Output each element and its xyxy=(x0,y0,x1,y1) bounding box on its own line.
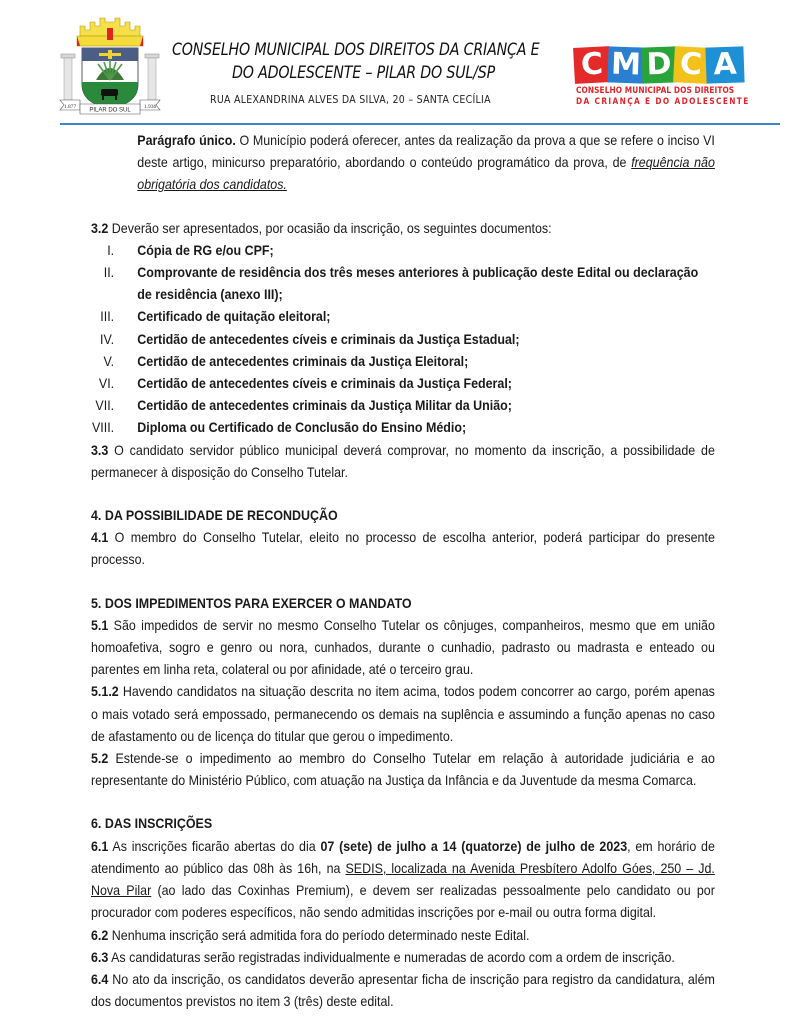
header-divider xyxy=(60,123,780,125)
logo-letter-c: C xyxy=(573,46,611,84)
list-item-text: Certificado de quitação eleitoral; xyxy=(137,308,331,325)
crest-year-right: 1.936 xyxy=(143,104,157,110)
logo-subtitle-line2: DA CRIANÇA E DO ADOLESCENTE xyxy=(576,96,750,107)
list-item-number: III. xyxy=(100,308,115,325)
clause-4-1 xyxy=(91,526,715,570)
clause-text: O membro do Conselho Tutelar, eleito no processo de escolha anterior, poderá participar do presente processo. xyxy=(91,529,715,568)
council-address: RUA ALEXANDRINA ALVES DA SILVA, 20 – SANTA CECÍLIA xyxy=(210,94,491,106)
list-item xyxy=(91,328,715,350)
list-item xyxy=(91,239,715,261)
clause-number: 6.4 xyxy=(91,970,109,987)
clause-text: Nenhuma inscrição será admitida fora do período determinado neste Edital. xyxy=(108,926,530,943)
paragrafo-unico-text: O Município poderá oferecer, antes da realização da prova a que se refere o inciso VI deste artigo, minicurso preparatório, abordando o conteúdo programático da prova, de xyxy=(137,132,715,171)
council-title-line2: DO ADOLESCENTE – PILAR DO SUL/SP xyxy=(232,63,495,82)
logo-letter-a: A xyxy=(705,46,744,83)
paragrafo-unico-label: Parágrafo único. xyxy=(137,132,236,148)
clause-number: 5.1 xyxy=(91,616,109,633)
clause-5-2 xyxy=(91,747,715,791)
clause-6-2 xyxy=(91,924,715,946)
clause-number: 3.3 xyxy=(91,441,109,458)
list-item-number: VII. xyxy=(95,397,115,414)
list-item xyxy=(91,394,715,416)
list-item-number: VI. xyxy=(98,375,115,392)
clause-number: 3.2 xyxy=(91,219,109,236)
cmdca-logo xyxy=(574,45,750,111)
registration-location: SEDIS, localizada na Avenida Presbítero Adolfo Góes, 250 – Jd. Nova Pilar xyxy=(91,859,715,899)
list-item xyxy=(91,416,715,438)
list-item-text: Diploma ou Certificado de Conclusão do Ensino Médio; xyxy=(137,419,467,436)
clause-text: No ato da inscrição, os candidatos deverão apresentar ficha de inscrição para registro da candidatura, além dos documentos previstos no item 3 (três) deste edital. xyxy=(91,970,715,1010)
clause-3-3 xyxy=(91,439,715,483)
list-item-text: Certidão de antecedentes criminais da Justiça Militar da União; xyxy=(137,397,512,414)
clause-text: As inscrições ficarão abertas do dia xyxy=(108,837,321,854)
logo-subtitle-line1: CONSELHO MUNICIPAL DOS DIREITOS xyxy=(576,86,735,96)
list-item-number: II. xyxy=(103,264,115,281)
logo-letter-c2: C xyxy=(673,46,709,84)
clause-number: 5.2 xyxy=(91,750,109,767)
clause-text: O candidato servidor público municipal deverá comprovar, no momento da inscrição, a possibilidade de permanecer à disposição do Conselho Tutelar. xyxy=(91,441,715,480)
paragrafo-unico xyxy=(91,129,715,196)
clause-text: Estende-se o impedimento ao membro do Conselho Tutelar em relação à autoridade judiciária e ao representante do Ministério Público, com atuação na Justiça da Infância e da Juventude da mesma Comarca. xyxy=(91,750,715,789)
clause-text: São impedidos de servir no mesmo Conselho Tutelar os cônjuges, companheiros, mesmo que em união homoafetiva, sogro e genro ou nora, cunhados, durante o cunhadio, padrasto ou madrasta e enteado ou parentes em linha reta, colateral ou por afinidade, até o terceiro grau. xyxy=(91,616,715,678)
clause-5-1-2 xyxy=(91,680,715,747)
clause-3-2 xyxy=(91,217,715,239)
crest-year-left: 1.877 xyxy=(63,104,77,110)
list-item xyxy=(91,372,715,394)
list-item-number: IV. xyxy=(100,330,115,347)
clause-number: 4.1 xyxy=(91,529,109,546)
municipal-crest-icon xyxy=(58,12,162,116)
list-item-number: I. xyxy=(107,241,115,258)
list-item-number: V. xyxy=(103,352,115,369)
cmdca-logo-letters xyxy=(574,45,746,85)
required-documents-list xyxy=(91,239,715,439)
clause-text: As candidaturas serão registradas individualmente e numeradas de acordo com a ordem de inscrição. xyxy=(108,948,675,965)
list-item xyxy=(91,305,715,327)
clause-5-1 xyxy=(91,614,715,681)
document-body xyxy=(91,127,715,1012)
council-title-line1: CONSELHO MUNICIPAL DOS DIREITOS DA CRIANÇA E xyxy=(172,40,540,59)
clause-text: , em horário de atendimento ao público das 08h às 16h, na xyxy=(91,837,715,876)
list-item-text: Cópia de RG e/ou CPF; xyxy=(137,241,274,258)
cmdca-logo-subtitle xyxy=(576,86,750,107)
clause-text: Havendo candidatos na situação descrita no item acima, todos podem concorrer ao cargo, porém apenas o mais votado será empossado, permanecendo os demais na suplência e assumindo a função apenas no caso de afastamento ou de licença do titular que gerou o impedimento. xyxy=(91,683,715,744)
list-item-text: Comprovante de residência dos três meses anteriores à publicação deste Edital ou declaração de residência (anexo III); xyxy=(137,264,699,303)
list-item-text: Certidão de antecedentes criminais da Justiça Eleitoral; xyxy=(137,352,469,369)
clause-number: 6.3 xyxy=(91,948,109,965)
letterhead xyxy=(0,0,791,126)
logo-letter-d: D xyxy=(641,46,676,83)
list-item-number: VIII. xyxy=(91,419,115,436)
paragrafo-unico-emphasis: frequência não obrigatória dos candidatos. xyxy=(137,154,715,193)
section-heading-6: 6. DAS INSCRIÇÕES xyxy=(91,815,213,832)
clause-text: Deverão ser apresentados, por ocasião da inscrição, os seguintes documentos: xyxy=(108,219,552,236)
logo-letter-m: M xyxy=(607,46,644,83)
section-heading-4: 4. DA POSSIBILIDADE DE RECONDUÇÃO xyxy=(91,507,338,524)
clause-6-3 xyxy=(91,946,715,968)
section-heading-5: 5. DOS IMPEDIMENTOS PARA EXERCER O MANDATO xyxy=(91,594,412,611)
list-item-text: Certidão de antecedentes cíveis e criminais da Justiça Federal; xyxy=(137,375,512,392)
clause-number: 6.2 xyxy=(91,926,109,943)
crest-ribbon-text: PILAR DO SUL xyxy=(89,107,131,114)
registration-dates: 07 (sete) de julho a 14 (quatorze) de julho de 2023 xyxy=(320,837,628,854)
clause-text: (ao lado das Coxinhas Premium), e devem ser realizadas pessoalmente pelo candidato ou por procurador com poderes específicos, não sendo admitidas inscrições por e-mail ou outra forma digital. xyxy=(91,882,715,921)
clause-number: 5.1.2 xyxy=(91,683,119,700)
clause-6-1 xyxy=(91,835,715,924)
list-item xyxy=(91,350,715,372)
list-item xyxy=(91,261,715,305)
clause-number: 6.1 xyxy=(91,837,109,854)
clause-6-4 xyxy=(91,968,715,1012)
list-item-text: Certidão de antecedentes cíveis e criminais da Justiça Estadual; xyxy=(137,330,520,347)
